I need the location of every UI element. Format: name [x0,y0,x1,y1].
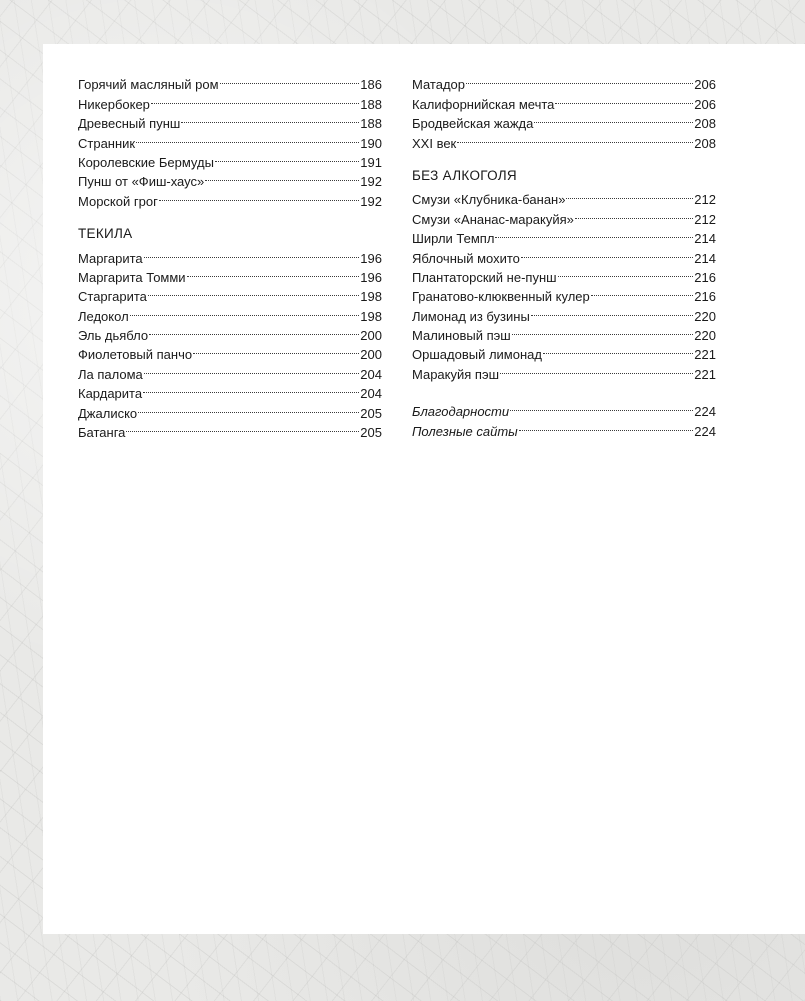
dot-leader [510,397,693,416]
toc-entry-title: Малиновый пэш [412,328,511,344]
toc-entry-page: 216 [694,289,716,305]
toc-entry-page: 188 [360,116,382,132]
toc-entry-title: Горячий масляный ром [78,77,219,93]
section-heading-tequila: ТЕКИЛА [78,225,133,241]
dot-leader [143,379,359,398]
toc-entry-title: Джалиско [78,405,138,421]
dot-leader [144,243,360,262]
toc-entry-title: Ледокол [78,308,129,324]
toc-entry-title: Ла палома [78,366,143,382]
toc-entry-page: 205 [360,425,382,441]
dot-leader [138,398,359,417]
dot-leader [534,109,693,128]
toc-entry-page: 220 [694,328,716,344]
toc-entry-title: Лимонад из бузины [412,308,530,324]
dot-leader [555,89,693,108]
dot-leader [187,263,360,282]
toc-group-rum [78,70,382,209]
toc-entry-title: Фиолетовый панчо [78,347,193,363]
toc-entry-page: 200 [360,347,382,363]
toc-group-non-alcoholic [412,185,716,382]
dot-leader [130,301,360,320]
dot-leader [512,321,694,340]
section-heading-non-alcoholic: БЕЗ АЛКОГОЛЯ [412,167,517,183]
toc-entry-page: 206 [694,96,716,112]
toc-entry-title: Королевские Бермуды [78,154,214,170]
toc-entry-title: Маракуйя пэш [412,366,500,382]
toc-entry-page: 186 [360,77,382,93]
dot-leader [500,359,693,378]
toc-entry-title: Кардарита [78,386,143,402]
toc-entry-title: Древесный пунш [78,116,181,132]
toc-entry-title: Батанга [78,425,126,441]
dot-leader [215,148,359,167]
toc-entry-page: 221 [694,347,716,363]
dot-leader [144,359,360,378]
toc-entry-title: Матадор [412,77,466,93]
toc-entry-title: Никербокер [78,96,150,112]
dot-leader [558,263,694,282]
dot-leader [519,416,694,435]
toc-right-column [412,70,716,439]
toc-entry-page: 191 [360,154,382,170]
toc-entry-page: 212 [694,192,716,208]
toc-entry-page: 206 [694,77,716,93]
toc-entry-page: 204 [360,386,382,402]
toc-entry-title: Морской грог [78,193,158,209]
dot-leader [149,321,359,340]
toc-entry-page: 204 [360,366,382,382]
toc-entry-title: Бродвейская жажда [412,116,534,132]
toc-entry-title: Маргарита [78,250,143,266]
toc-entry-title: Ширли Темпл [412,231,495,247]
toc-entry-page: 208 [694,135,716,151]
toc-entry-page: 224 [694,423,716,439]
dot-leader [220,70,360,89]
toc-entry-title: Смузи «Ананас-маракуйя» [412,211,574,227]
toc-entry-page: 214 [694,250,716,266]
dot-leader [151,89,359,108]
toc-entry-title: Эль дьябло [78,328,149,344]
toc-entry-title: Калифорнийская мечта [412,96,555,112]
toc-entry [412,397,716,420]
toc-entry [412,185,716,208]
dot-leader [181,109,359,128]
toc-entry [412,128,716,151]
toc-entry-title: Яблочный мохито [412,250,520,266]
toc-entry-title: Гранатово-клюквенный кулер [412,289,590,305]
dot-leader [566,185,693,204]
dot-leader [521,243,693,262]
toc-entry-title: Благодарности [412,404,510,420]
toc-entry-title: Странник [78,135,136,151]
toc-entry-title: Старгарита [78,289,147,305]
dot-leader [531,301,693,320]
toc-left-column [78,70,382,441]
toc-entry-page: 198 [360,289,382,305]
dot-leader [495,224,693,243]
book-page [43,44,805,934]
dot-leader [136,128,359,147]
toc-entry [78,243,382,266]
dot-leader [591,282,694,301]
toc-group-tequila [78,243,382,441]
toc-entry-page: 214 [694,231,716,247]
toc-entry-title: Пунш от «Фиш-хаус» [78,174,205,190]
dot-leader [126,418,359,437]
dot-leader [193,340,359,359]
toc-entry [78,70,382,93]
toc-entry-title: XXI век [412,135,457,151]
toc-entry-page: 198 [360,308,382,324]
toc-entry-title: Плантаторский не-пунш [412,269,557,285]
toc-entry-page: 216 [694,269,716,285]
dot-leader [543,340,693,359]
toc-entry-page: 224 [694,404,716,420]
dot-leader [148,282,359,301]
toc-entry-page: 212 [694,211,716,227]
toc-group-back-matter [412,397,716,439]
toc-entry-title: Оршадовый лимонад [412,347,542,363]
toc-entry-page: 190 [360,135,382,151]
toc-group-tequila-cont [412,70,716,151]
toc-entry-page: 221 [694,366,716,382]
toc-entry-title: Полезные сайты [412,423,518,439]
dot-leader [457,128,693,147]
toc-entry-title: Смузи «Клубника-банан» [412,192,566,208]
dot-leader [466,70,693,89]
toc-entry-page: 196 [360,250,382,266]
toc-entry-title: Маргарита Томми [78,269,186,285]
toc-entry-page: 192 [360,193,382,209]
toc-entry-page: 205 [360,405,382,421]
toc-entry [412,70,716,93]
toc-entry-page: 188 [360,96,382,112]
toc-entry-page: 208 [694,116,716,132]
toc-entry-page: 200 [360,328,382,344]
dot-leader [575,204,693,223]
toc-entry-page: 192 [360,174,382,190]
dot-leader [205,167,359,186]
dot-leader [159,186,359,205]
toc-entry-page: 196 [360,269,382,285]
toc-entry-page: 220 [694,308,716,324]
